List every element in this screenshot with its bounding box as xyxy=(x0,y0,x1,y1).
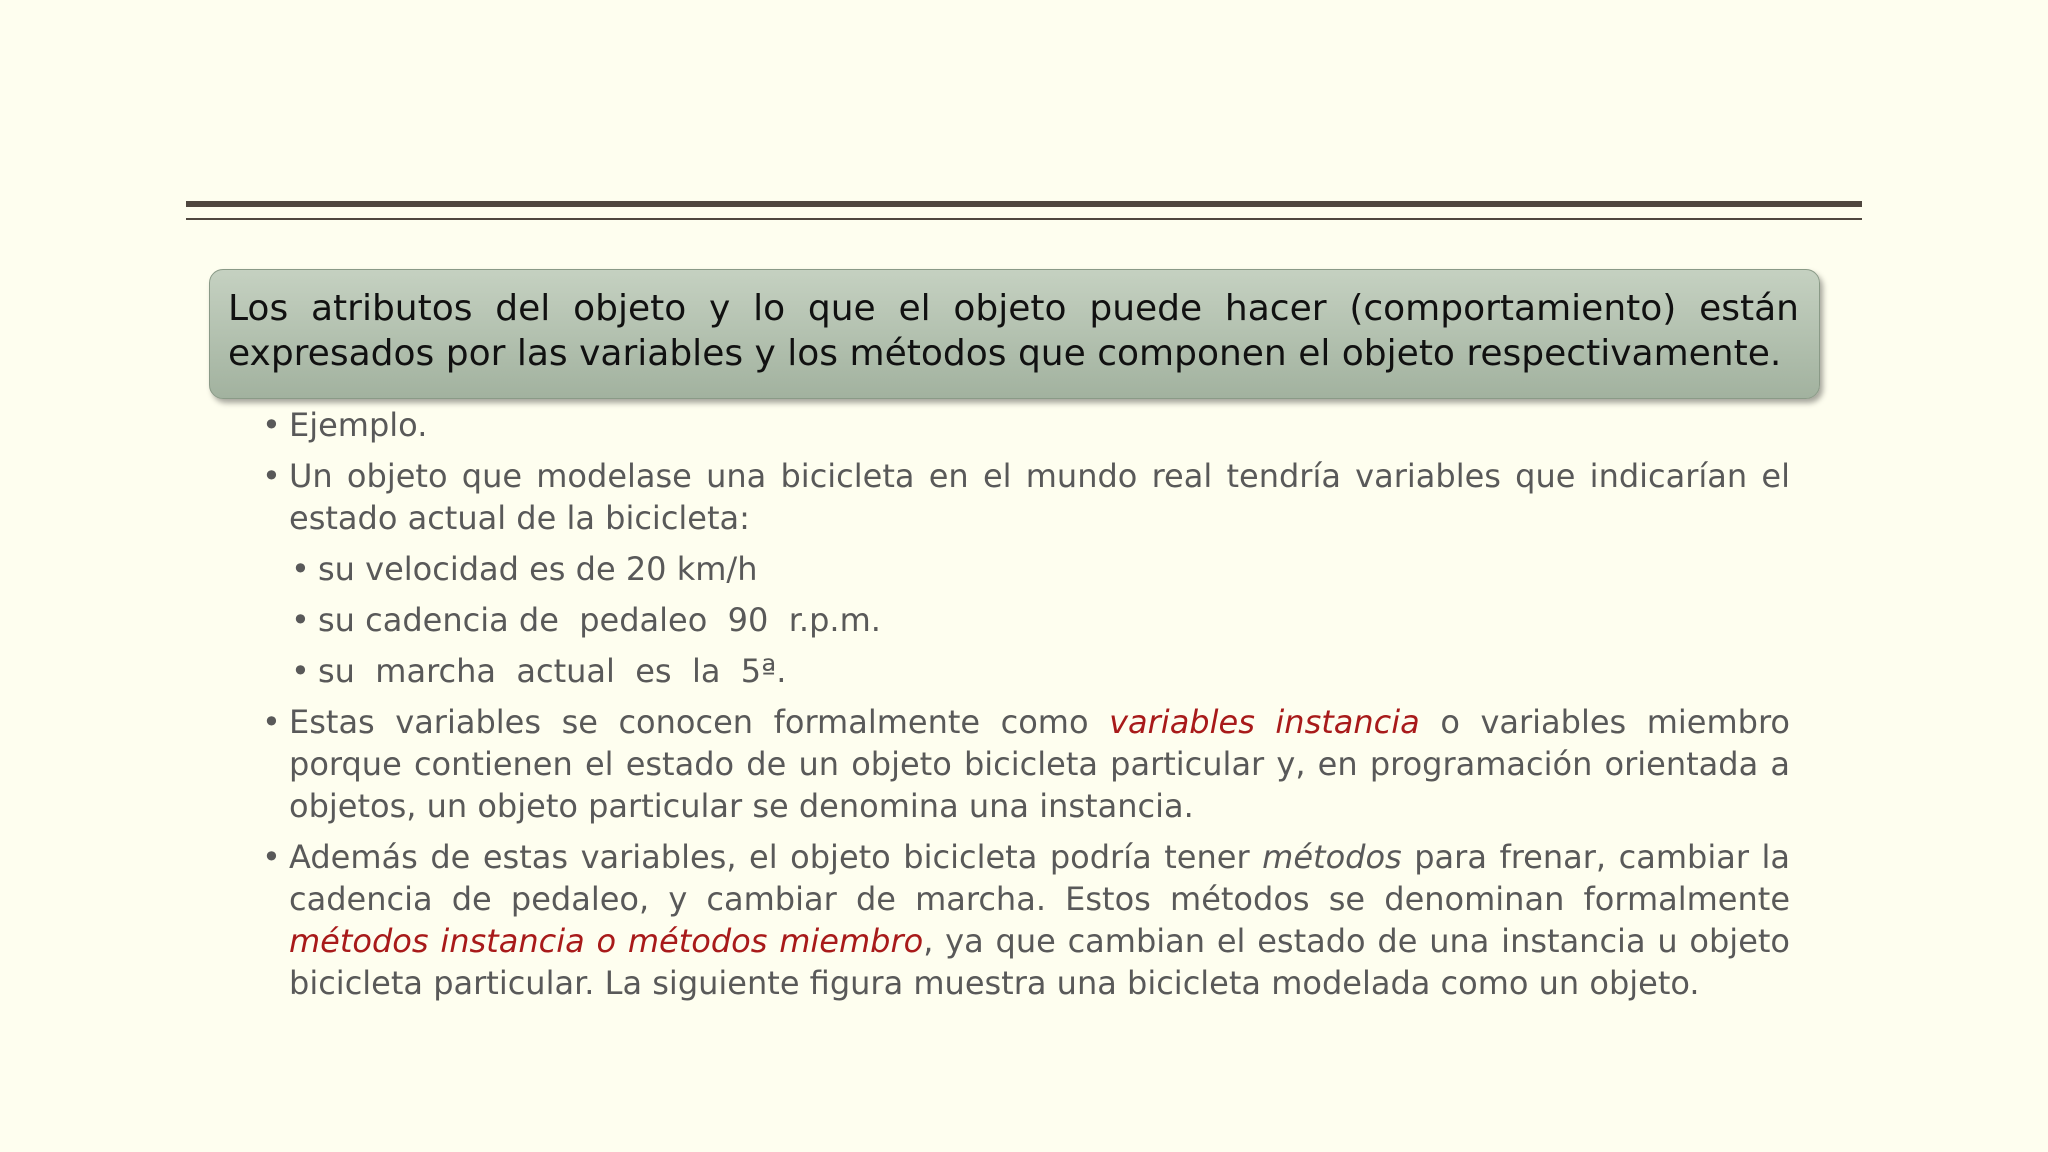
highlight-term: métodos instancia o métodos miembro xyxy=(289,922,924,960)
sub-item-text: su marcha actual es la 5ª. xyxy=(318,652,787,690)
list-item-bicicleta xyxy=(262,455,1790,539)
bullet-dot: • xyxy=(262,838,281,876)
list-item-text-after: , ya que cambian el estado de una instancia u objeto bicicleta particular. La siguiente figura muestra una bicicleta modelada como un objeto. xyxy=(289,922,1791,1002)
list-item-ejemplo xyxy=(262,404,1790,446)
bullet-list xyxy=(262,404,1790,1013)
sub-item-marcha xyxy=(262,650,1790,692)
sub-item-text: su velocidad es de 20 km/h xyxy=(318,550,758,588)
bullet-dot: • xyxy=(262,406,281,444)
list-item-text-after: o variables miembro porque contienen el estado de un objeto bicicleta particular y, en programación orientada a objetos, un objeto particular se denomina una instancia. xyxy=(289,703,1791,825)
callout-text: Los atributos del objeto y lo que el objeto puede hacer (comportamiento) están expresados por las variables y los métodos que componen el objeto respectivamente. xyxy=(228,288,1799,374)
bullet-dot: • xyxy=(291,601,310,639)
emphasis-term: métodos xyxy=(1262,838,1402,876)
list-item-text: Un objeto que modelase una bicicleta en el mundo real tendría variables que indicarían el estado actual de la bicicleta: xyxy=(289,457,1790,537)
list-item-text-before: Estas variables se conocen formalmente como xyxy=(289,703,1110,741)
list-item-text-before: Además de estas variables, el objeto bicicleta podría tener xyxy=(289,838,1263,876)
highlight-term: variables instancia xyxy=(1109,703,1420,741)
title-rule-thin xyxy=(186,218,1862,220)
bullet-dot: • xyxy=(291,550,310,588)
list-item-text: Ejemplo. xyxy=(289,406,428,444)
list-item-metodos xyxy=(262,836,1790,1004)
title-rule-thick xyxy=(186,201,1862,207)
list-item-variables-instancia xyxy=(262,701,1790,827)
sub-item-text: su cadencia de pedaleo 90 r.p.m. xyxy=(318,601,881,639)
bullet-dot: • xyxy=(291,652,310,690)
definition-callout xyxy=(209,269,1820,399)
list-item-text-middle: para frenar, cambiar la cadencia de pedaleo, y cambiar de marcha. Estos métodos se denominan formalmente xyxy=(289,838,1791,918)
bullet-dot: • xyxy=(262,703,281,741)
sub-item-velocidad xyxy=(262,548,1790,590)
sub-item-cadencia xyxy=(262,599,1790,641)
bullet-dot: • xyxy=(262,457,281,495)
